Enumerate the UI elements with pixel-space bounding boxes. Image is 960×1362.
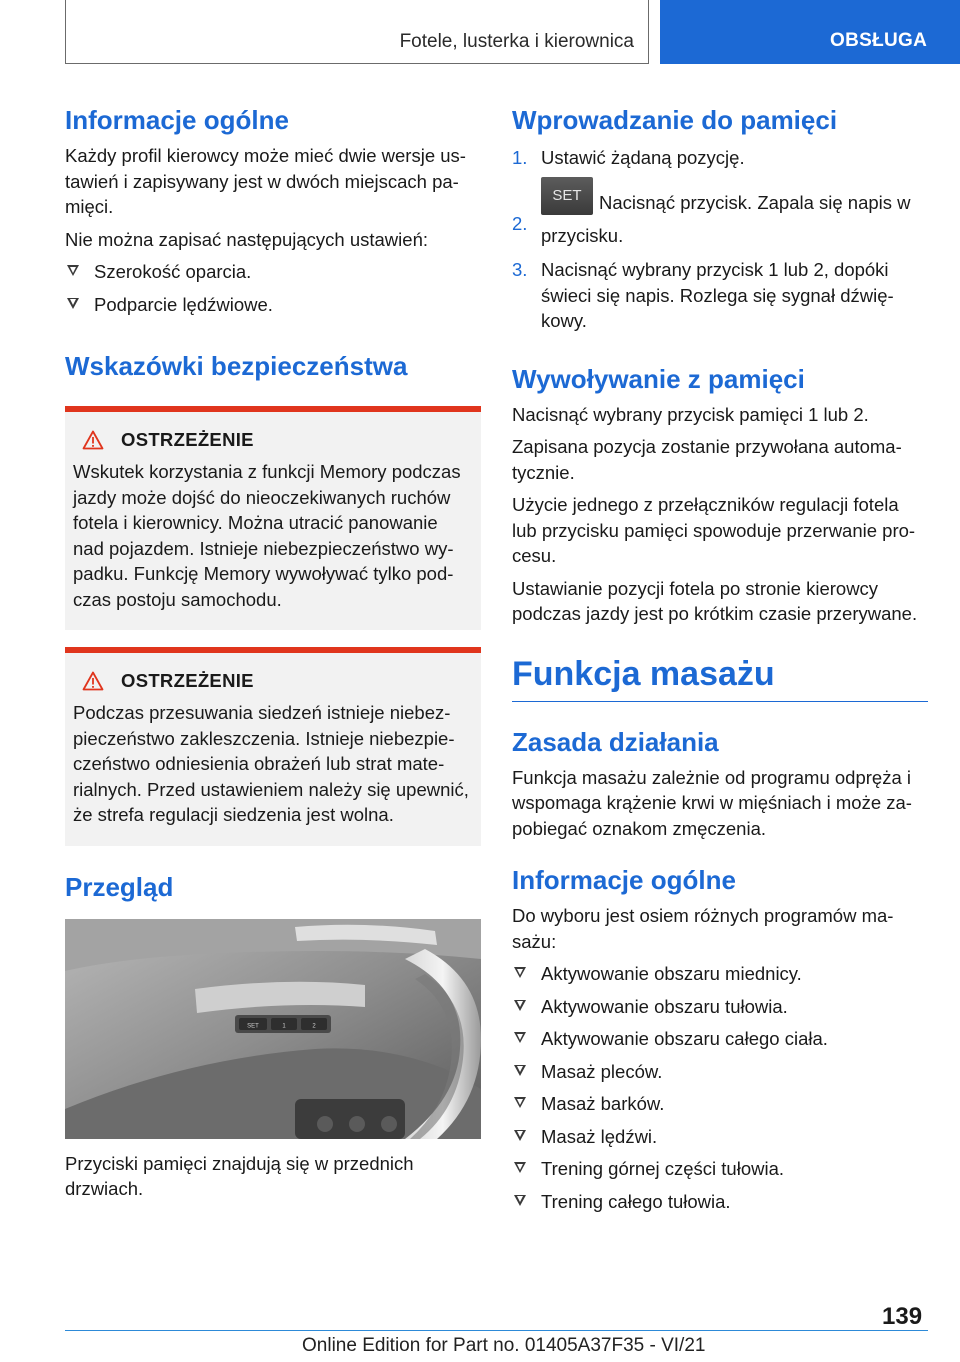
list-item (512, 994, 928, 1020)
photo-button-2-label: 2 (312, 1023, 316, 1029)
list-item (512, 1189, 928, 1215)
recall-paragraph-2: Zapisana pozycja zostanie przywołana automatycznie. (512, 436, 902, 483)
list-item-text: Aktywowanie obszaru całego ciała. (541, 1028, 828, 1049)
header-section-title: Fotele, lusterka i kierownica (399, 31, 634, 52)
list-item (512, 1156, 928, 1182)
step-text: Nacisnąć wybrany przycisk 1 lub 2, dopóki świeci się napis. Rozlega się sygnał dźwiękowy. (541, 259, 894, 331)
recall-heading: Wywoływanie z pamięci (512, 363, 805, 394)
list-item-text: Aktywowanie obszaru tułowia. (541, 995, 788, 1017)
warning-title-row (73, 429, 472, 451)
massage-program-list (512, 961, 928, 1214)
step-number: 2. (512, 212, 528, 234)
list-item-text: Szerokość oparcia. (94, 261, 252, 282)
list-item-text: Trening górnej części tułowia. (541, 1158, 785, 1179)
list-item (65, 259, 481, 285)
principle-paragraph: Funkcja masażu zależnie od programu odpręża i wspomaga krążenie krwi w mięśniach i może zapobiegać oznakom zmęczenia. (512, 766, 912, 839)
list-item-text: Masaż lędźwi. (541, 1125, 658, 1147)
recall-paragraph-4: Ustawianie pozycji fotela po stronie kierowcy podczas jazdy jest po krótkim czasie przerywane. (512, 577, 918, 624)
triangle-bullet-icon (514, 1097, 526, 1108)
list-item (512, 257, 928, 334)
set-button-icon: SET (541, 177, 593, 215)
general-programs-paragraph: Do wyboru jest osiem różnych programów masażu: (512, 905, 894, 952)
triangle-bullet-icon (514, 1130, 526, 1141)
warning-triangle-icon (82, 671, 104, 691)
list-item (512, 1059, 928, 1085)
safety-heading: Wskazówki bezpieczeństwa (65, 351, 408, 381)
warning-title: OSTRZEŻENIE (121, 670, 254, 691)
principle-heading: Zasada działania (512, 726, 719, 757)
general-heading: Informacje ogólne (65, 105, 289, 135)
step-text: Nacisnąć przycisk. Zapala się napis w przycisku. (541, 191, 911, 246)
memory-steps-list (512, 145, 928, 334)
list-item-text: Podparcie lędźwiowe. (94, 293, 273, 315)
header-chapter-label: OBSŁUGA (830, 30, 928, 51)
photo-button-1-label: 1 (282, 1023, 286, 1029)
warning-text-2: Podczas przesuwania siedzeń istnieje niebezpieczeństwo zakleszczenia. Istnieje niebezpieczeństwo odniesienia obrażeń lub strat materialnych. Przed ustawieniem należy się upewnić, że strefa regulacji siedzenia jest wolna. (73, 702, 469, 825)
header-chapter-tab (660, 0, 960, 64)
massage-heading: Funkcja masażu (512, 654, 775, 693)
triangle-bullet-icon (514, 1195, 526, 1206)
step-text: Ustawić żądaną pozycję. (541, 147, 745, 168)
photo-set-button-label: SET (247, 1023, 259, 1029)
door-memory-buttons-photo (65, 919, 481, 1139)
general-programs-heading: Informacje ogólne (512, 865, 736, 895)
recall-paragraph-1: Nacisnąć wybrany przycisk pamięci 1 lub 2. (512, 403, 869, 425)
list-item (65, 292, 481, 318)
step-number: 3. (512, 259, 528, 280)
list-item-text: Trening całego tułowia. (541, 1190, 731, 1212)
page-number: 139 (882, 1303, 923, 1330)
overview-heading: Przegląd (65, 871, 174, 902)
warning-title: OSTRZEŻENIE (121, 429, 254, 450)
triangle-bullet-icon (514, 1000, 526, 1011)
triangle-bullet-icon (67, 265, 79, 276)
photo-caption: Przyciski pamięci znajdują się w przednich drzwiach. (65, 1152, 414, 1199)
door-panel-illustration (65, 919, 481, 1139)
warning-triangle-icon (82, 430, 104, 450)
list-item-text: Masaż barków. (541, 1093, 665, 1114)
memory-heading: Wprowadzanie do pamięci (512, 105, 838, 135)
warning-box-2 (65, 647, 481, 846)
general-paragraph-1: Każdy profil kierowcy może mieć dwie wersje ustawień i zapisywany jest w dwóch miejscach pamięci. (65, 145, 466, 217)
warning-text-1: Wskutek korzystania z funkcji Memory podczas jazdy może dojść do nieoczekiwanych ruchów fotela i kierownicy. Można utracić panowanie nad pojazdem. Istnieje niebezpieczeństwo wypadku. Funkcję Memory wywoływać tylko podczas postoju samochodu. (73, 461, 461, 610)
triangle-bullet-icon (514, 1032, 526, 1043)
triangle-bullet-icon (514, 967, 526, 978)
list-item (512, 185, 928, 249)
list-item-text: Aktywowanie obszaru miednicy. (541, 963, 802, 984)
step-number: 1. (512, 147, 528, 168)
list-item (512, 961, 928, 987)
right-column (512, 104, 928, 1214)
footer-divider (65, 1330, 928, 1331)
warning-box-1 (65, 406, 481, 630)
list-item (512, 1026, 928, 1052)
triangle-bullet-icon (514, 1162, 526, 1173)
massage-heading-block (512, 653, 928, 702)
header-section-box (65, 0, 649, 64)
list-item-text: Masaż pleców. (541, 1060, 663, 1082)
triangle-bullet-icon (67, 298, 79, 309)
list-item (512, 1091, 928, 1117)
list-item (512, 1124, 928, 1150)
list-item (512, 145, 928, 171)
general-bullet-list (65, 259, 481, 317)
recall-paragraph-3: Użycie jednego z przełączników regulacji fotela lub przycisku pamięci spowoduje przerwanie procesu. (512, 494, 916, 566)
footer-edition: Online Edition for Part no. 01405A37F35 - VI/21 (302, 1335, 706, 1356)
left-column (65, 104, 481, 1202)
general-paragraph-2: Nie można zapisać następujących ustawień: (65, 228, 428, 250)
triangle-bullet-icon (514, 1065, 526, 1076)
warning-title-row (73, 670, 472, 692)
